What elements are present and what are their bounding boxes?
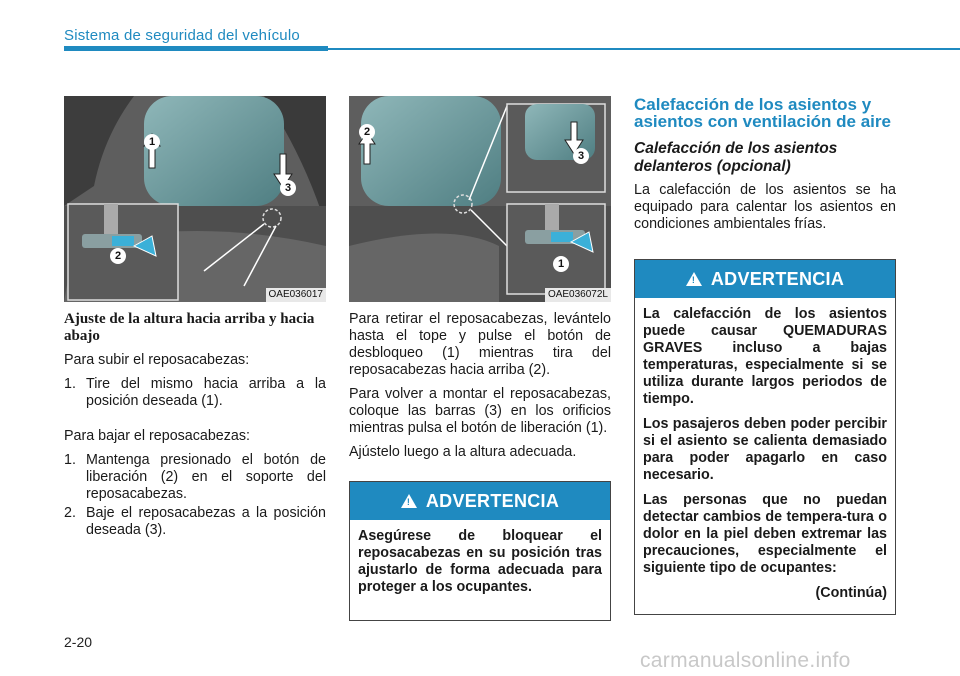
figure-headrest-removal bbox=[349, 96, 611, 302]
removal-paragraph: Para retirar el reposacabezas, levántelo hasta el tope y pulse el botón de desbloqueo (1) mientras tira del reposacabezas hacia arriba (2). bbox=[349, 311, 611, 378]
subheading-front-seats: Calefacción de los asientos delanteros (opcional) bbox=[634, 140, 838, 175]
figure-headrest-height bbox=[64, 96, 326, 302]
continued-label: (Continúa) bbox=[815, 585, 887, 601]
column-1 bbox=[64, 311, 326, 541]
adjust-paragraph: Ajústelo luego a la altura adecuada. bbox=[349, 444, 577, 460]
headrest-removal-illustration bbox=[349, 96, 611, 302]
callout-3: 3 bbox=[573, 148, 589, 164]
watermark: carmanualsonline.info bbox=[640, 649, 851, 672]
warning-triangle-icon: ! bbox=[401, 494, 417, 508]
warning-triangle-icon: ! bbox=[686, 272, 702, 286]
page-number: 2-20 bbox=[64, 634, 93, 650]
figure-code: OAE036072L bbox=[545, 288, 611, 302]
figure-code: OAE036017 bbox=[266, 288, 327, 302]
list-text: Tire del mismo hacia arriba a la posición deseada (1). bbox=[86, 376, 326, 409]
callout-3: 3 bbox=[280, 180, 296, 196]
list-text: Mantenga presionado el botón de liberación (2) en el soporte del reposacabezas. bbox=[86, 452, 326, 502]
callout-1: 1 bbox=[144, 134, 160, 150]
callout-2: 2 bbox=[359, 124, 375, 140]
list-item bbox=[64, 376, 326, 410]
warning-title: ADVERTENCIA bbox=[425, 490, 560, 511]
callout-2: 2 bbox=[110, 248, 126, 264]
list-text: Baje el reposacabezas a la posición deseada (3). bbox=[86, 505, 326, 538]
callout-1: 1 bbox=[553, 256, 569, 272]
list-number: 2. bbox=[64, 505, 76, 521]
warning-header bbox=[635, 260, 895, 298]
warning-body bbox=[635, 298, 895, 616]
warning-paragraph: La calefacción de los asientos puede causar QUEMADURAS GRAVES incluso a bajas temperaturas, especialmente si se utiliza durante largos periodos de tiempo. bbox=[643, 306, 887, 407]
reinstall-paragraph: Para volver a montar el reposacabezas, coloque las barras (3) en los orificios mientras pulsa el botón de liberación (1). bbox=[349, 386, 611, 436]
warning-paragraph: Los pasajeros deben poder percibir si el asiento se calienta demasiado para poder apagarlo en caso necesario. bbox=[643, 416, 887, 483]
warning-body bbox=[350, 520, 610, 610]
warning-text: Asegúrese de bloquear el reposacabezas en su posición tras ajustarlo de forma adecuada para proteger a los ocupantes. bbox=[358, 528, 602, 595]
warning-box bbox=[634, 259, 896, 615]
heading-height-adjust: Ajuste de la altura hacia arriba y hacia abajo bbox=[64, 311, 315, 344]
heading-seat-heating: Calefacción de los asientos y asientos con ventilación de aire bbox=[634, 95, 891, 131]
warning-paragraph: Las personas que no puedan detectar cambios de tempera-tura o dolor en la piel deben extremar las precauciones, especialmente el siguiente tipo de ocupantes: bbox=[643, 492, 887, 576]
list-item bbox=[64, 505, 326, 539]
raise-intro: Para subir el reposacabezas: bbox=[64, 352, 250, 368]
column-3 bbox=[634, 96, 896, 240]
headrest-illustration bbox=[64, 96, 326, 302]
list-number: 1. bbox=[64, 452, 76, 468]
heating-paragraph: La calefacción de los asientos se ha equipado para calentar los asientos en condiciones ambientales frías. bbox=[634, 182, 896, 232]
warning-box bbox=[349, 481, 611, 621]
lower-intro: Para bajar el reposacabezas: bbox=[64, 428, 250, 444]
warning-header bbox=[350, 482, 610, 520]
header-rule bbox=[328, 48, 960, 50]
warning-title: ADVERTENCIA bbox=[710, 268, 845, 289]
column-2 bbox=[349, 311, 611, 468]
list-item bbox=[64, 452, 326, 503]
header-accent-bar bbox=[64, 46, 328, 51]
section-title: Sistema de seguridad del vehículo bbox=[64, 27, 300, 44]
list-number: 1. bbox=[64, 376, 76, 392]
